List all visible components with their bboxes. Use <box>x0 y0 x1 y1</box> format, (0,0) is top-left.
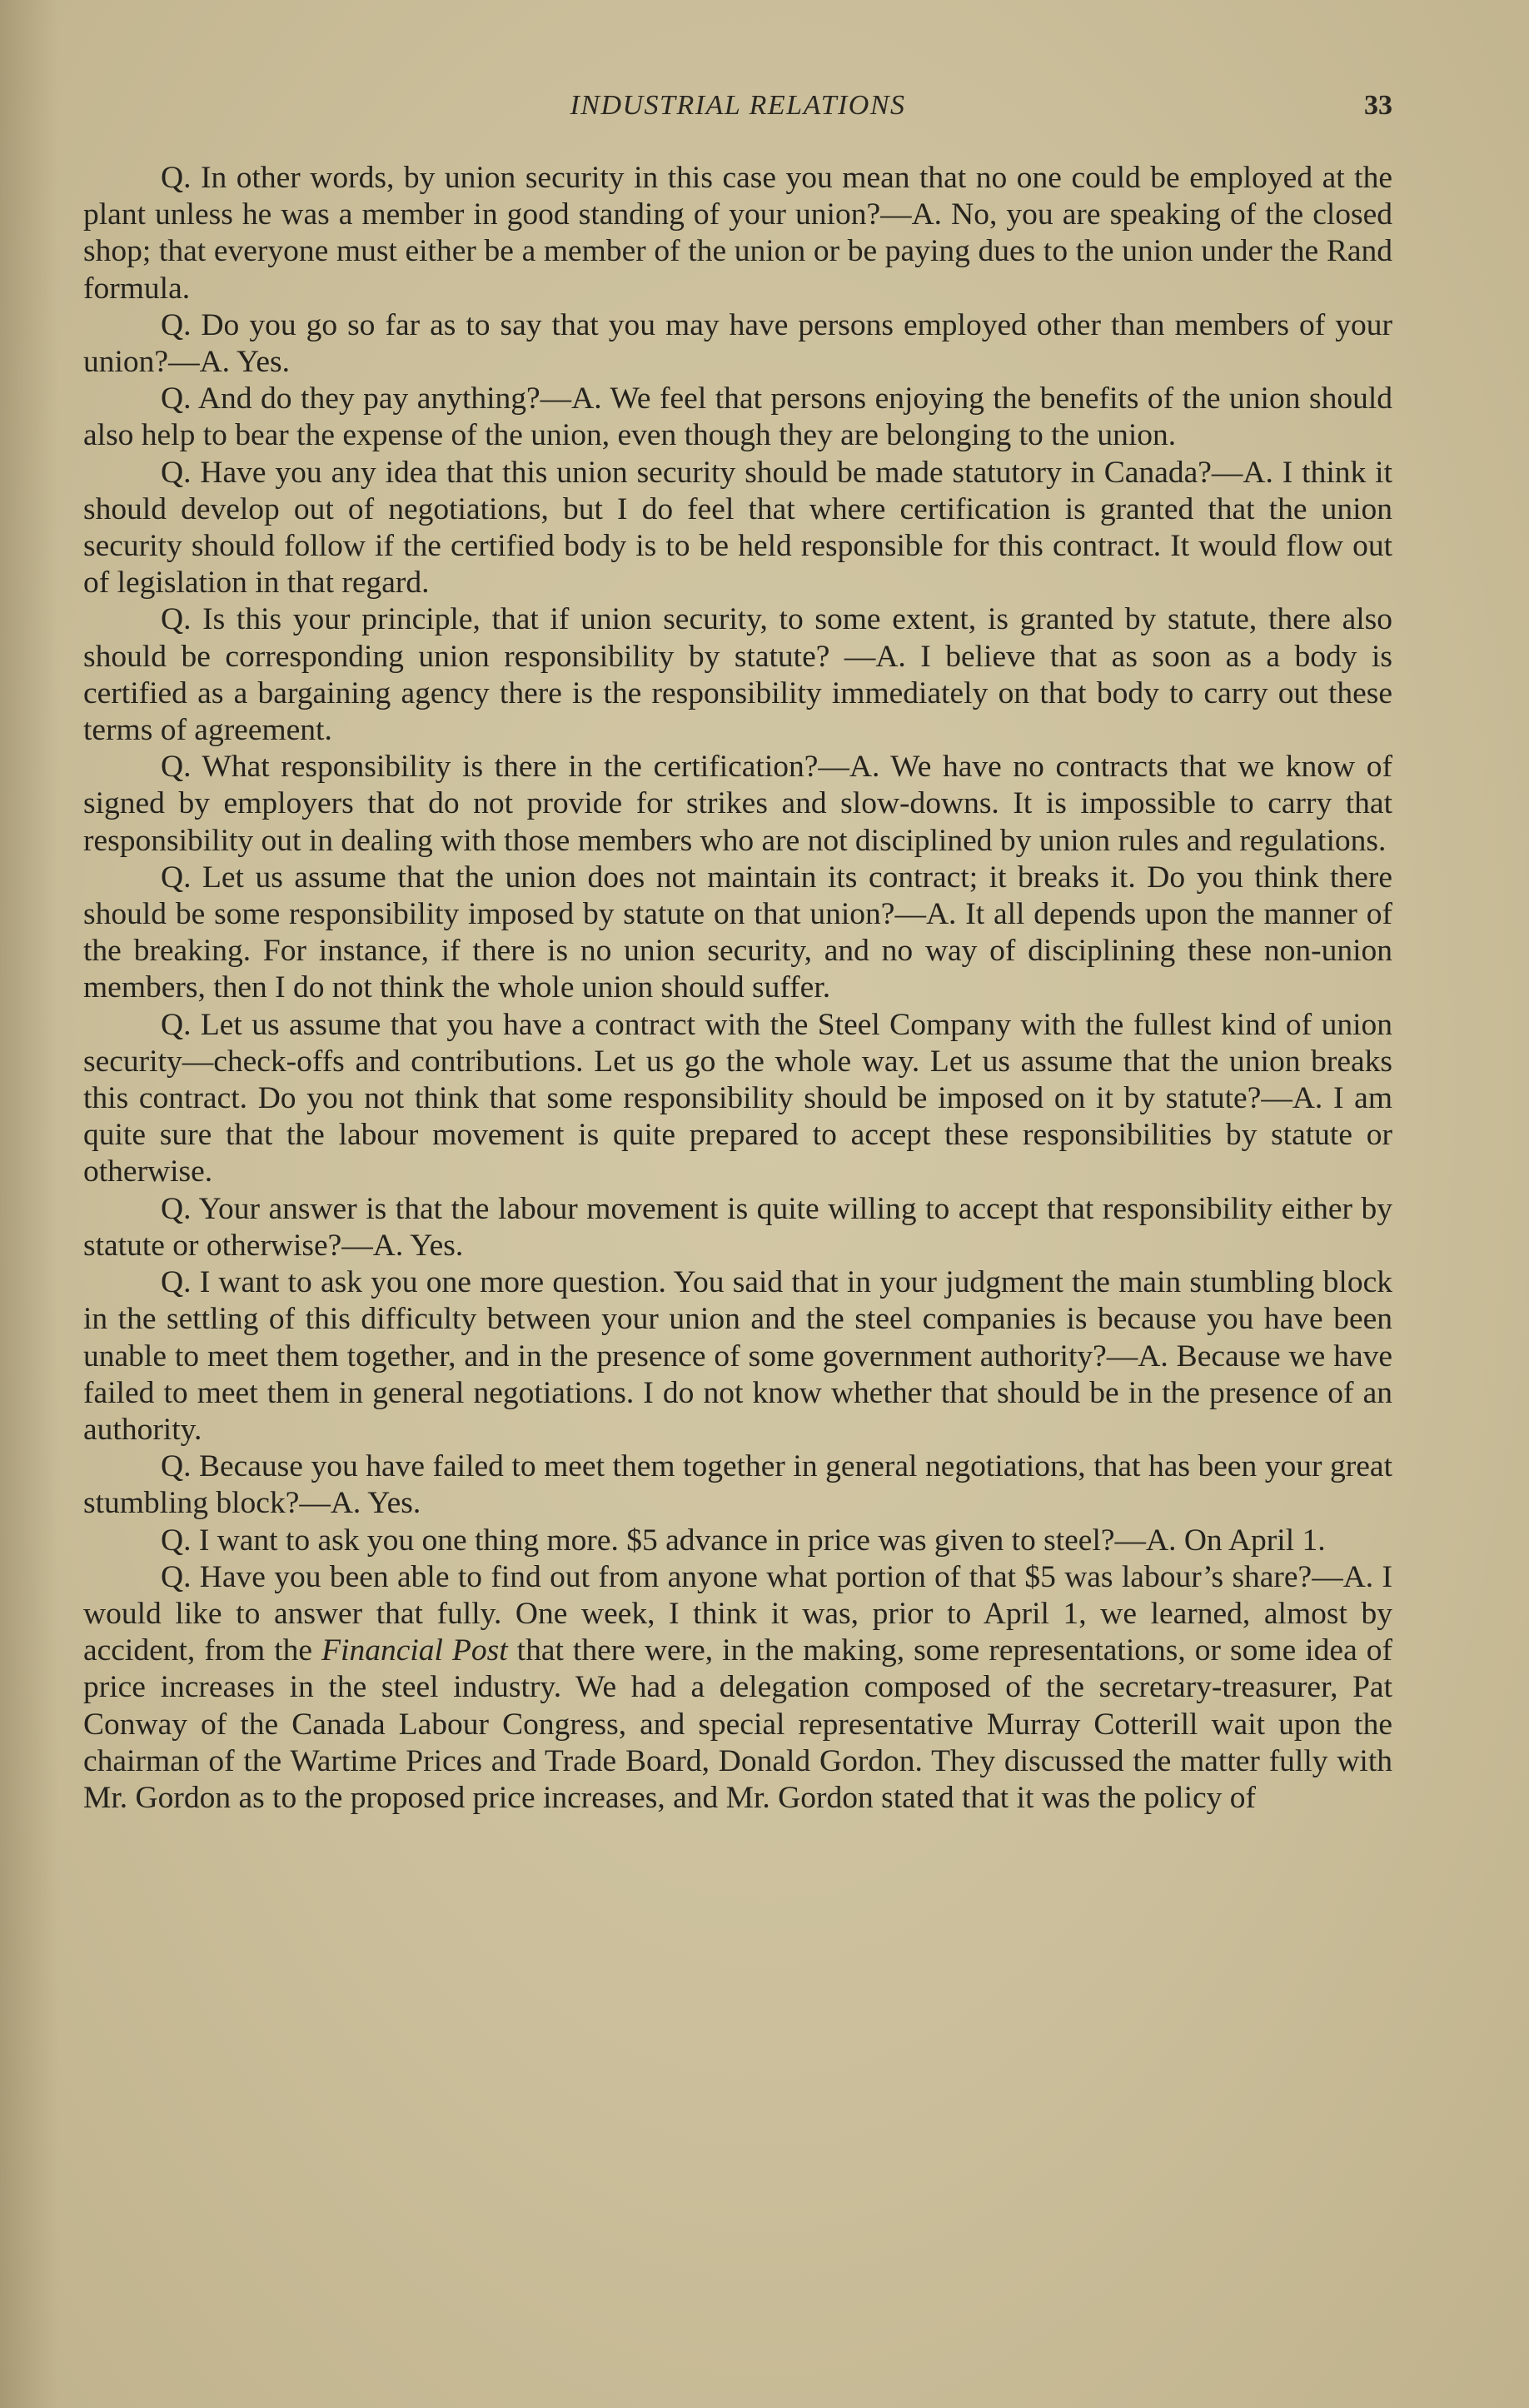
paragraph: Q. Do you go so far as to say that you may have persons employed other than members of your union?—A. Yes. <box>83 307 1392 380</box>
paragraph: Q. Let us assume that the union does not maintain its contract; it breaks it. Do you think there should be some responsibility imposed by statute on that union?—A. It all depends upon the manner of the breaking. For instance, if there is no union security, and no way of disciplining these non-union members, then I do not think the whole union should suffer. <box>83 860 1392 1005</box>
page-spine-shadow <box>0 0 58 2408</box>
paragraph: Q. And do they pay anything?—A. We feel that persons enjoying the benefits of the union should also help to bear the expense of the union, even though they are belonging to the union. <box>83 381 1392 453</box>
paragraph <box>83 1559 1392 1817</box>
paragraph: Q. Your answer is that the labour movement is quite willing to accept that responsibility either by statute or otherwise?—A. Yes. <box>83 1191 1392 1263</box>
running-title: INDUSTRIAL RELATIONS <box>570 90 906 121</box>
page-number: 33 <box>1364 90 1392 121</box>
running-header <box>83 90 1392 132</box>
paragraph-text: Q. Have you been able to find out from anyone what portion of that $5 was labour’s share?—A. I would like to answer that fully. One week, I think it was, prior to April 1, we learned, almost by accident, from the <box>83 1559 1392 1668</box>
paragraph: Q. I want to ask you one more question. You said that in your judgment the main stumbling block in the settling of this difficulty between your union and the steel companies is because you have been unable to meet them together, and in the presence of some government authority?—A. Because we have failed to meet them in general negotiations. I do not know whether that should be in the presence of an authority. <box>83 1265 1392 1447</box>
paragraph: Q. In other words, by union security in this case you mean that no one could be employed at the plant unless he was a member in good standing of your union?—A. No, you are speaking of the closed shop; that everyone must either be a member of the union or be paying dues to the union under the Rand formula. <box>83 161 1392 306</box>
paragraph: Q. I want to ask you one thing more. $5 advance in price was given to steel?—A. On April 1. <box>161 1523 1326 1558</box>
paragraph: Q. Let us assume that you have a contract with the Steel Company with the fullest kind of union security—check-offs and contributions. Let us go the whole way. Let us assume that the union breaks this contract. Do you not think that some responsibility should be imposed on it by statute?—A. I am quite sure that the labour movement is quite prepared to accept these responsibilities by statute or otherwise. <box>83 1007 1392 1189</box>
paragraph-text: that there were, in the making, some representations, or some idea of price increases in the steel industry. We had a delegation composed of the secretary-treasurer, Pat Conway of the Canada Labour Congress, and special representative Murray Cotterill wait upon the chairman of the Wartime Prices and Trade Board, Donald Gordon. They discussed the matter fully with Mr. Gordon as to the proposed price increases, and Mr. Gordon stated that it was the policy of <box>83 1633 1392 1815</box>
paragraph: Q. Is this your principle, that if union security, to some extent, is granted by statute, there also should be corresponding union responsibility by statute? —A. I believe that as soon as a body is certified as a bargaining agency there is the responsibility immediately on that body to carry out these terms of agreement. <box>83 602 1392 748</box>
body-text <box>83 160 1392 1817</box>
publication-title: Financial Post <box>321 1633 508 1668</box>
paragraph: Q. What responsibility is there in the certification?—A. We have no contracts that we know of signed by employers that do not provide for strikes and slow-downs. It is impossible to carry that responsibility out in dealing with those members who are not disciplined by union rules and regulations. <box>83 750 1392 858</box>
paragraph: Q. Because you have failed to meet them together in general negotiations, that has been your great stumbling block?—A. Yes. <box>83 1449 1392 1521</box>
paragraph: Q. Have you any idea that this union security should be made statutory in Canada?—A. I think it should develop out of negotiations, but I do feel that where certification is granted that the union security should follow if the certified body is to be held responsible for this contract. It would flow out of legislation in that regard. <box>83 455 1392 601</box>
